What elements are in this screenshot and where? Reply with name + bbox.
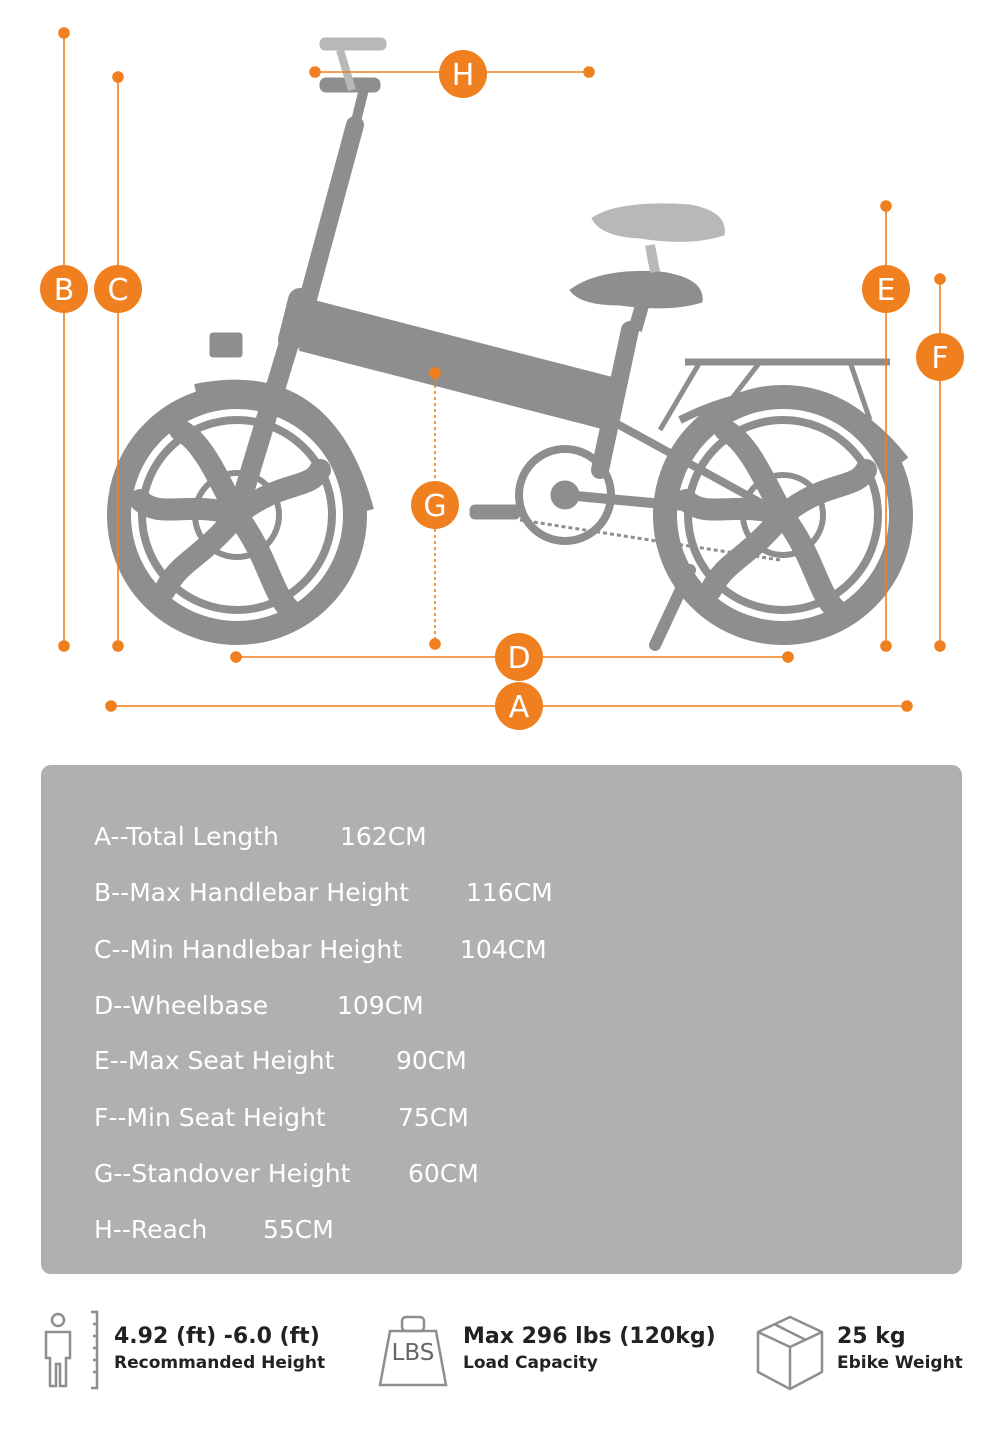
svg-text:C: C bbox=[107, 273, 129, 308]
spec-row-min-seat-height bbox=[94, 1098, 469, 1138]
info-subtitle: Recommanded Height bbox=[114, 1353, 326, 1373]
svg-text:A: A bbox=[508, 690, 530, 725]
info-title: 4.92 (ft) -6.0 (ft) bbox=[114, 1324, 320, 1349]
spec-value: 162CM bbox=[340, 822, 427, 851]
spec-value: 75CM bbox=[398, 1103, 469, 1132]
svg-text:E: E bbox=[876, 273, 896, 308]
info-recommended-height bbox=[36, 1310, 336, 1400]
spec-value: 55CM bbox=[263, 1215, 334, 1244]
spec-row-standover-height bbox=[94, 1154, 479, 1194]
spec-value: 116CM bbox=[466, 878, 553, 907]
info-subtitle: Load Capacity bbox=[463, 1353, 598, 1373]
spec-value: 104CM bbox=[460, 935, 547, 964]
spec-label: C--Min Handlebar Height bbox=[94, 935, 403, 964]
ebike-silhouette bbox=[119, 38, 905, 645]
lbs-icon-text: LBS bbox=[391, 1340, 435, 1366]
info-title: 25 kg bbox=[837, 1324, 906, 1349]
dimension-badge-c bbox=[94, 265, 142, 313]
info-load-capacity bbox=[376, 1310, 716, 1400]
info-ebike-weight bbox=[755, 1310, 985, 1400]
dimension-badge-d bbox=[495, 633, 543, 681]
spec-row-wheelbase bbox=[94, 986, 424, 1026]
dimension-badge-b bbox=[40, 265, 88, 313]
spec-label: H--Reach bbox=[94, 1215, 208, 1244]
spec-row-max-seat-height bbox=[94, 1041, 467, 1081]
svg-text:D: D bbox=[507, 641, 531, 676]
spec-label: G--Standover Height bbox=[94, 1159, 351, 1188]
svg-text:B: B bbox=[53, 273, 75, 308]
dimension-badge-f bbox=[916, 333, 964, 381]
spec-value: 109CM bbox=[337, 991, 424, 1020]
spec-row-reach bbox=[94, 1210, 334, 1250]
spec-value: 60CM bbox=[408, 1159, 479, 1188]
dimension-badge-h bbox=[439, 50, 487, 98]
spec-value: 90CM bbox=[396, 1046, 467, 1075]
specs-panel bbox=[41, 765, 962, 1274]
dimension-badge-e bbox=[862, 265, 910, 313]
dimension-badge-g bbox=[411, 481, 459, 529]
info-subtitle: Ebike Weight bbox=[837, 1353, 963, 1373]
spec-label: A--Total Length bbox=[94, 822, 279, 851]
svg-text:F: F bbox=[931, 341, 949, 376]
spec-label: B--Max Handlebar Height bbox=[94, 878, 410, 907]
spec-row-min-handlebar-height bbox=[94, 930, 547, 970]
spec-label: F--Min Seat Height bbox=[94, 1103, 326, 1132]
spec-label: D--Wheelbase bbox=[94, 991, 269, 1020]
dimension-badge-a bbox=[495, 682, 543, 730]
spec-row-total-length bbox=[94, 817, 427, 857]
svg-text:G: G bbox=[423, 489, 447, 524]
spec-row-max-handlebar-height bbox=[94, 873, 553, 913]
spec-label: E--Max Seat Height bbox=[94, 1046, 335, 1075]
person-height-icon bbox=[36, 1310, 102, 1392]
info-title: Max 296 lbs (120kg) bbox=[463, 1324, 716, 1349]
box-icon bbox=[755, 1314, 825, 1392]
svg-text:H: H bbox=[451, 58, 475, 93]
